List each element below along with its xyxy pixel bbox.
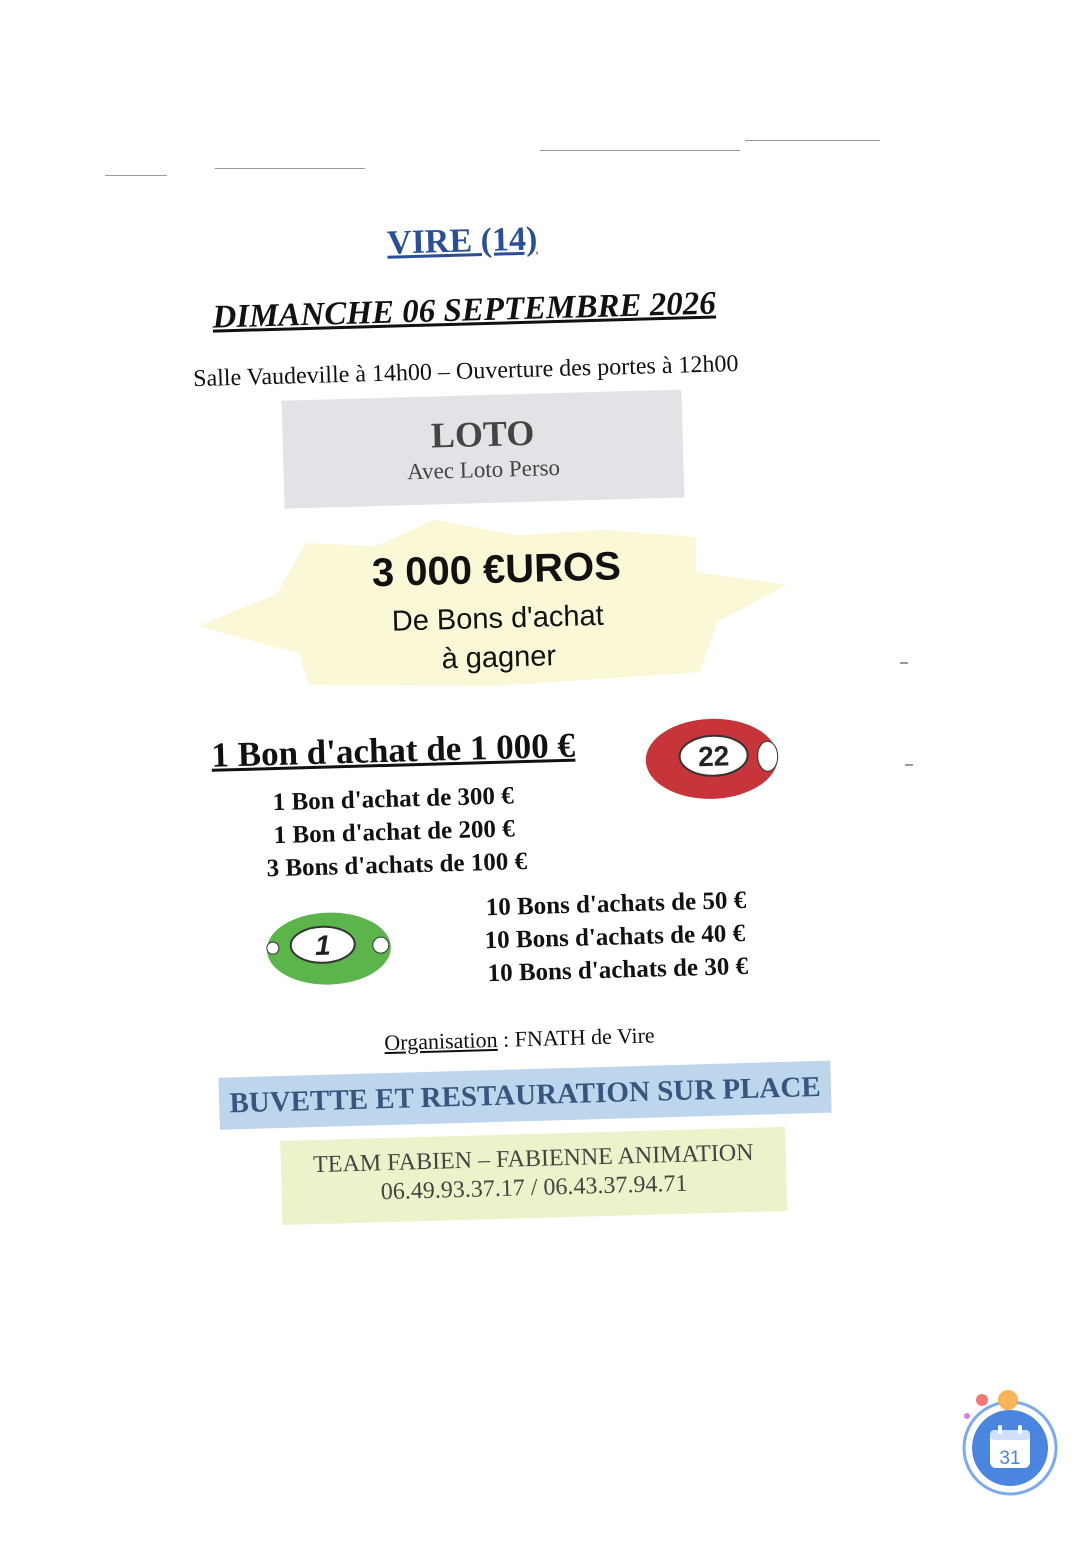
red-ball-number: 22 <box>697 740 730 773</box>
loto-title: LOTO <box>430 412 535 456</box>
organisation-line <box>9 1012 1029 1066</box>
prize-item: 3 Bons d'achats de 100 € <box>266 848 528 883</box>
buvette-banner <box>218 1061 831 1130</box>
prize-pool-amount: 3 000 €UROS <box>371 544 622 596</box>
buvette-text: BUVETTE ET RESTAURATION SUR PLACE <box>228 1070 822 1120</box>
calendar-icon <box>952 1388 1062 1498</box>
prize-item: 1 Bon d'achat de 300 € <box>272 782 515 817</box>
loto-banner <box>282 390 685 509</box>
team-phones: 06.49.93.37.17 / 06.43.37.94.71 <box>380 1170 688 1206</box>
organisation-value: : FNATH de Vire <box>497 1022 655 1052</box>
prize-pool-line1: De Bons d'achat <box>391 599 605 638</box>
team-name: TEAM FABIEN – FABIENNE ANIMATION <box>312 1139 754 1179</box>
prize-item: 10 Bons d'achats de 50 € <box>485 886 747 922</box>
prize-item: 10 Bons d'achats de 40 € <box>484 919 746 955</box>
red-bingo-ball-icon <box>640 712 782 806</box>
top-prize: 1 Bon d'achat de 1 000 € <box>210 725 576 775</box>
organisation-label: Organisation <box>383 1026 498 1056</box>
prize-pool-line2: à gagner <box>441 640 557 676</box>
calendar-fab-button[interactable] <box>952 1388 1062 1498</box>
prize-item: 10 Bons d'achats de 30 € <box>487 952 749 988</box>
prize-item: 1 Bon d'achat de 200 € <box>273 815 516 850</box>
green-bingo-ball-icon <box>264 907 396 991</box>
loto-subtitle: Avec Loto Perso <box>406 454 561 485</box>
green-ball-number: 1 <box>314 929 332 961</box>
event-date: DIMANCHE 06 SEPTEMBRE 2026 <box>212 285 717 336</box>
city-heading: VIRE (14) <box>386 220 538 262</box>
calendar-day: 31 <box>999 1448 1021 1469</box>
team-banner <box>280 1127 787 1225</box>
venue-schedule: Salle Vaudeville à 14h00 – Ouverture des portes à 12h00 <box>192 350 739 393</box>
